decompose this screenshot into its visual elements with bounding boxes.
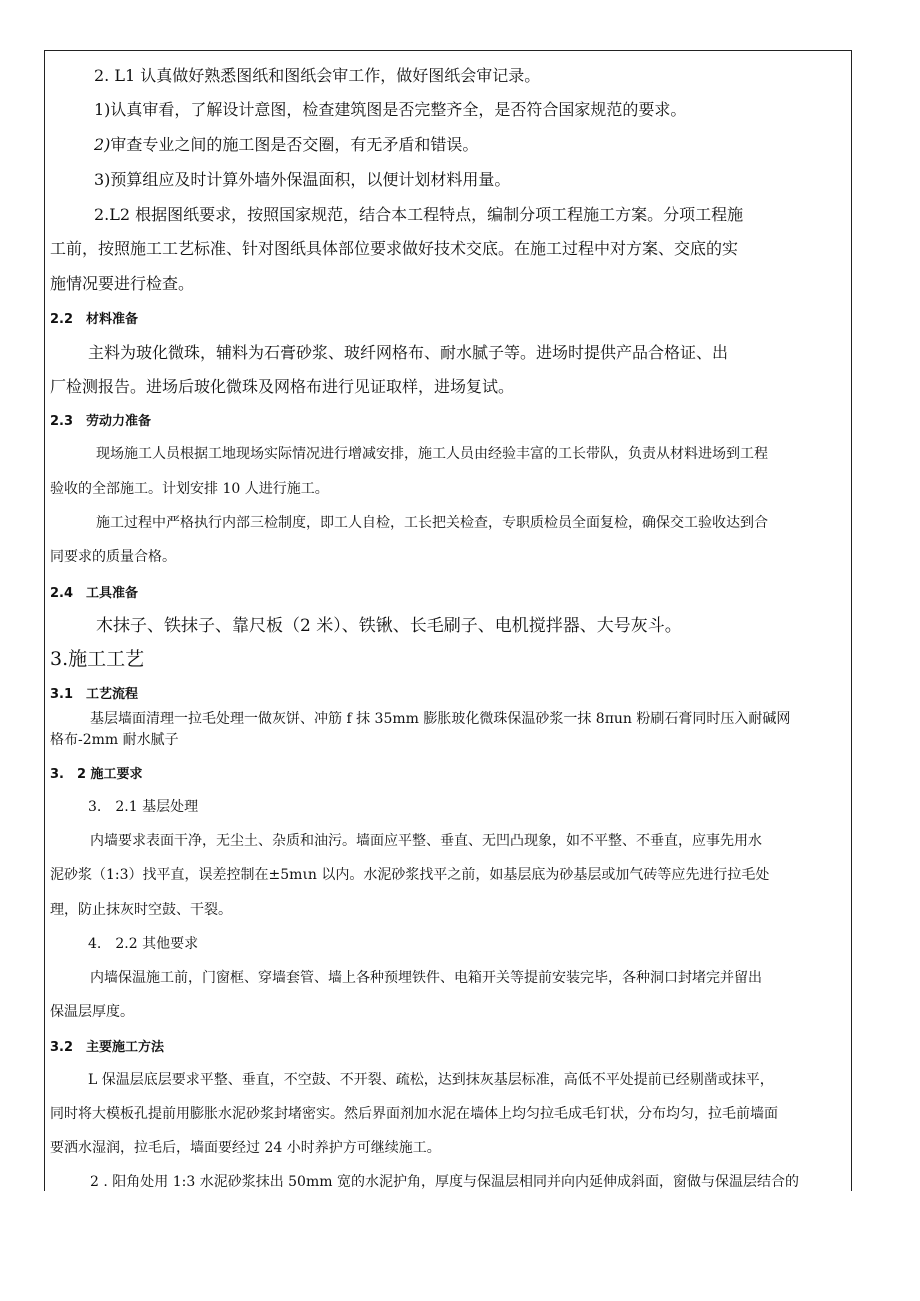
chapter-heading: 3.施工工艺 <box>50 648 145 670</box>
paragraph-line: 格布-2mm 耐水腻子 <box>50 732 179 748</box>
paragraph-line: 1)认真审看，了解设计意图，检查建筑图是否完整齐全，是否符合国家规范的要求。 <box>94 100 687 119</box>
paragraph-line: 内墙保温施工前，门窗框、穿墙套管、墙上各种预埋铁件、电箱开关等提前安装完毕，各种洞口封堵完并留出 <box>90 970 762 986</box>
paragraph-line: 理，防止抹灰时空鼓、干裂。 <box>50 902 232 918</box>
section-heading: 3.1 工艺流程 <box>50 687 139 702</box>
paragraph-line: 泥砂浆（1:3）找平直，误差控制在±5mιn 以内。水泥砂浆找平之前，如基层底为砂基层或加气砖等应先进行拉毛处 <box>50 867 770 883</box>
subsection-heading: 4. 2.2 其他要求 <box>88 936 199 952</box>
section-heading: 2.2 材料准备 <box>50 312 139 327</box>
paragraph-line: 厂检测报告。进场后玻化微珠及网格布进行见证取样，进场复试。 <box>50 377 515 396</box>
section-heading: 2.4 工具准备 <box>50 586 139 601</box>
paragraph-line: 主料为玻化微珠，辅料为石膏砂浆、玻纤网格布、耐水腻子等。进场时提供产品合格证、出 <box>88 343 729 362</box>
paragraph-line: 内墙要求表面干净，无尘土、杂质和油污。墙面应平整、垂直、无凹凸现象，如不平整、不垂直，应事先用水 <box>90 833 762 849</box>
paragraph-line: 施工过程中严格执行内部三检制度，即工人自检，工长把关检查，专职质检员全面复检，确保交工验收达到合 <box>96 515 768 531</box>
paragraph-line: 同时将大模板孔提前用膨胀水泥砂浆封堵密实。然后界面剂加水泥在墙体上均匀拉毛成毛钉状，分布均匀，拉毛前墙面 <box>50 1106 778 1122</box>
paragraph-line: 同要求的质量合格。 <box>50 549 176 565</box>
section-heading: 3.2 主要施工方法 <box>50 1040 165 1055</box>
paragraph-line: 要洒水湿润，拉毛后，墙面要经过 24 小时养护方可继续施工。 <box>50 1140 441 1156</box>
paragraph-line: L 保温层底层要求平整、垂直，不空鼓、不开裂、疏松，达到抹灰基层标准，高低不平处提前已经剔凿或抹平， <box>88 1072 774 1088</box>
paragraph-line: 保温层厚度。 <box>50 1004 134 1020</box>
paragraph-line: 施情况要进行检查。 <box>50 274 195 293</box>
paragraph-line: 木抹子、铁抹子、靠尺板（2 米）、铁锹、长毛刷子、电机搅拌器、大号灰斗。 <box>96 616 682 636</box>
list-marker: 2) <box>94 135 111 154</box>
subsection-heading: 3. 2.1 基层处理 <box>88 799 199 815</box>
paragraph-line: 3)预算组应及时计算外墙外保温面积，以便计划材料用量。 <box>94 170 511 189</box>
paragraph-line: 验收的全部施工。计划安排 10 人进行施工。 <box>50 481 329 497</box>
list-text: 审查专业之间的施工图是否交圈，有无矛盾和错误。 <box>110 135 479 154</box>
section-heading: 2.3 劳动力准备 <box>50 414 152 429</box>
paragraph-line: 2 . 阳角处用 1:3 水泥砂浆抹出 50mm 宽的水泥护角，厚度与保温层相同并向内延伸成斜面，窗做与保温层结合的 <box>90 1174 799 1190</box>
paragraph-line: 现场施工人员根据工地现场实际情况进行增减安排，施工人员由经验丰富的工长带队，负责从材料进场到工程 <box>96 446 768 462</box>
paragraph-line: 基层墙面清理一拉毛处理一做灰饼、冲筋 f 抹 35mm 膨胀玻化微珠保温砂浆一抹 8πun 粉刷石膏同时压入耐碱网 <box>90 711 791 727</box>
paragraph-line <box>94 132 478 155</box>
paragraph-line: 工前，按照施工工艺标准、针对图纸具体部位要求做好技术交底。在施工过程中对方案、交底的实 <box>50 239 739 258</box>
paragraph-line: 2. L1 认真做好熟悉图纸和图纸会审工作，做好图纸会审记录。 <box>94 66 541 85</box>
paragraph-line: 2.L2 根据图纸要求，按照国家规范，结合本工程特点，编制分项工程施工方案。分项工程施 <box>94 205 744 224</box>
section-heading: 3. 2 施工要求 <box>50 767 143 782</box>
